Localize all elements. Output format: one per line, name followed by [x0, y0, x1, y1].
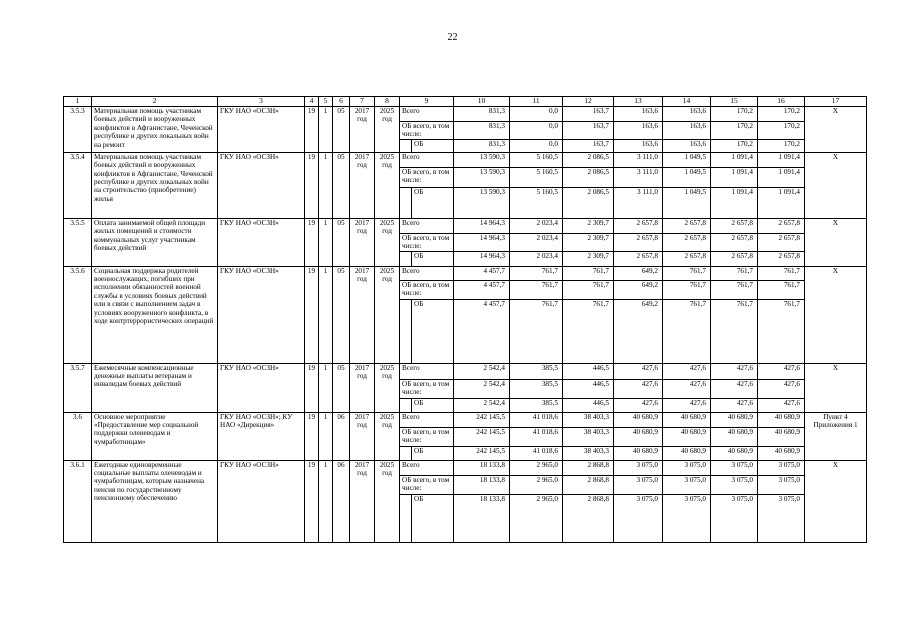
row-executor: ГКУ НАО «ОСЗН» [218, 460, 305, 542]
value-cell: 761,7 [711, 280, 758, 299]
value-cell: 2 023,4 [510, 251, 563, 266]
column-header-4: 4 [305, 97, 319, 107]
value-cell: 40 680,9 [614, 427, 663, 446]
value-cell: 170,2 [758, 122, 805, 140]
value-cell: 18 133,8 [454, 475, 510, 494]
empty-cell [400, 398, 412, 412]
value-cell: 446,5 [563, 398, 614, 412]
row-col-6: 06 [333, 412, 350, 460]
value-cell: 14 964,3 [454, 233, 510, 251]
row-end-year: 2025 год [375, 412, 400, 460]
row-name: Ежегодные единовременные социальные выплаты оленеводам и чумработницам, которым назначена пенсия по государственному пенсионному обеспечению [92, 460, 218, 542]
value-cell: 1 091,4 [711, 167, 758, 187]
header-row [64, 97, 867, 107]
value-cell: 242 145,5 [454, 446, 510, 460]
value-cell: 761,7 [510, 299, 563, 363]
empty-cell [400, 187, 412, 218]
row-note: Пункт 4 Приложения 1 [805, 412, 867, 460]
value-cell: 2 657,8 [614, 233, 663, 251]
column-header-9: 9 [400, 97, 454, 107]
row-col-4: 19 [305, 107, 319, 153]
value-cell: 163,6 [614, 107, 663, 122]
row-executor: ГКУ НАО «ОСЗН» [218, 152, 305, 218]
value-cell: 2 657,8 [614, 251, 663, 266]
value-cell: 385,5 [510, 398, 563, 412]
value-cell: 1 049,5 [663, 187, 711, 218]
value-cell: 761,7 [663, 280, 711, 299]
row-start-year: 2017 год [350, 107, 375, 153]
row-executor: ГКУ НАО «ОСЗН»; КУ НАО «Дирекция» [218, 412, 305, 460]
page-number: 22 [447, 32, 458, 43]
value-cell: 427,6 [663, 363, 711, 379]
value-cell: 18 133,8 [454, 494, 510, 542]
table-row [64, 266, 867, 280]
value-cell: 242 145,5 [454, 427, 510, 446]
value-cell: 427,6 [614, 379, 663, 398]
value-cell: 163,6 [614, 139, 663, 152]
row-start-year: 2017 год [350, 218, 375, 266]
value-cell: 3 075,0 [663, 494, 711, 542]
value-cell: 1 091,4 [758, 167, 805, 187]
column-header-16: 16 [758, 97, 805, 107]
value-cell: 427,6 [614, 363, 663, 379]
value-cell: 2 023,4 [510, 218, 563, 233]
value-cell: 3 075,0 [758, 460, 805, 475]
funding-label: ОБ [412, 139, 454, 152]
row-note: X [805, 266, 867, 363]
value-cell: 163,7 [563, 139, 614, 152]
value-cell: 761,7 [758, 299, 805, 363]
value-cell: 2 657,8 [711, 233, 758, 251]
value-cell: 5 160,5 [510, 187, 563, 218]
value-cell: 2 657,8 [711, 218, 758, 233]
row-note: X [805, 218, 867, 266]
column-header-1: 1 [64, 97, 92, 107]
value-cell: 2 309,7 [563, 233, 614, 251]
row-col-5: 1 [319, 152, 333, 218]
column-header-10: 10 [454, 97, 510, 107]
row-code: 3.5.3 [64, 107, 92, 153]
row-executor: ГКУ НАО «ОСЗН» [218, 266, 305, 363]
value-cell: 2 023,4 [510, 233, 563, 251]
row-name: Материальная помощь участникам боевых действий и вооруженных конфликтов в Афганистане, Чеченской республике и других локальных войн на ремонт [92, 107, 218, 153]
value-cell: 40 680,9 [758, 427, 805, 446]
value-cell: 831,3 [454, 122, 510, 140]
table-row [64, 152, 867, 167]
empty-cell [400, 446, 412, 460]
row-code: 3.5.4 [64, 152, 92, 218]
column-header-5: 5 [319, 97, 333, 107]
row-end-year: 2025 год [375, 107, 400, 153]
value-cell: 4 457,7 [454, 266, 510, 280]
value-cell: 831,3 [454, 107, 510, 122]
value-cell: 5 160,5 [510, 167, 563, 187]
row-end-year: 2025 год [375, 460, 400, 542]
row-name: Ежемесячные компенсационные денежные выплаты ветеранам и инвалидам боевых действий [92, 363, 218, 412]
funding-label: Всего [400, 107, 454, 122]
value-cell: 2 868,8 [563, 460, 614, 475]
value-cell: 1 091,4 [758, 187, 805, 218]
funding-label: ОБ [412, 446, 454, 460]
column-header-7: 7 [350, 97, 375, 107]
value-cell: 2 965,0 [510, 460, 563, 475]
value-cell: 40 680,9 [711, 427, 758, 446]
row-executor: ГКУ НАО «ОСЗН» [218, 107, 305, 153]
value-cell: 40 680,9 [663, 446, 711, 460]
funding-label: ОБ всего, в том числе: [400, 167, 454, 187]
table-row [64, 412, 867, 427]
row-start-year: 2017 год [350, 363, 375, 412]
value-cell: 2 657,8 [758, 251, 805, 266]
row-col-5: 1 [319, 218, 333, 266]
column-header-17: 17 [805, 97, 867, 107]
row-end-year: 2025 год [375, 152, 400, 218]
value-cell: 13 590,3 [454, 152, 510, 167]
column-header-6: 6 [333, 97, 350, 107]
value-cell: 170,2 [758, 107, 805, 122]
value-cell: 242 145,5 [454, 412, 510, 427]
value-cell: 170,2 [711, 107, 758, 122]
value-cell: 0,0 [510, 122, 563, 140]
value-cell: 761,7 [758, 266, 805, 280]
value-cell: 2 086,5 [563, 152, 614, 167]
row-end-year: 2025 год [375, 218, 400, 266]
value-cell: 0,0 [510, 139, 563, 152]
column-header-13: 13 [614, 97, 663, 107]
row-start-year: 2017 год [350, 266, 375, 363]
value-cell: 170,2 [758, 139, 805, 152]
row-code: 3.6.1 [64, 460, 92, 542]
value-cell: 3 075,0 [711, 494, 758, 542]
row-col-4: 19 [305, 152, 319, 218]
empty-cell [400, 139, 412, 152]
funding-label: Всего [400, 412, 454, 427]
value-cell: 163,6 [663, 107, 711, 122]
value-cell: 163,7 [563, 107, 614, 122]
value-cell: 427,6 [711, 398, 758, 412]
value-cell: 2 542,4 [454, 379, 510, 398]
value-cell: 4 457,7 [454, 299, 510, 363]
funding-label: ОБ [412, 251, 454, 266]
value-cell: 163,6 [614, 122, 663, 140]
value-cell: 649,2 [614, 266, 663, 280]
value-cell: 1 049,5 [663, 152, 711, 167]
funding-label: ОБ всего, в том числе: [400, 475, 454, 494]
value-cell: 761,7 [711, 266, 758, 280]
value-cell: 2 657,8 [758, 218, 805, 233]
value-cell: 2 965,0 [510, 494, 563, 542]
value-cell: 761,7 [510, 280, 563, 299]
value-cell: 3 111,0 [614, 167, 663, 187]
value-cell: 2 657,8 [663, 233, 711, 251]
funding-label: Всего [400, 266, 454, 280]
row-name: Оплата занимаемой общей площади жилых помещений и стоимости коммунальных услуг участникам боевых действий [92, 218, 218, 266]
value-cell: 40 680,9 [614, 446, 663, 460]
row-code: 3.5.5 [64, 218, 92, 266]
row-col-5: 1 [319, 363, 333, 412]
row-executor: ГКУ НАО «ОСЗН» [218, 218, 305, 266]
row-col-4: 19 [305, 363, 319, 412]
value-cell: 1 091,4 [711, 187, 758, 218]
value-cell: 2 086,5 [563, 187, 614, 218]
value-cell: 5 160,5 [510, 152, 563, 167]
value-cell: 2 657,8 [663, 218, 711, 233]
row-note: X [805, 107, 867, 153]
value-cell: 761,7 [563, 299, 614, 363]
value-cell: 3 075,0 [663, 460, 711, 475]
row-col-4: 19 [305, 218, 319, 266]
funding-label: ОБ всего, в том числе: [400, 280, 454, 299]
value-cell: 761,7 [711, 299, 758, 363]
row-code: 3.6 [64, 412, 92, 460]
funding-label: ОБ всего, в том числе: [400, 122, 454, 140]
value-cell: 2 309,7 [563, 251, 614, 266]
value-cell: 761,7 [758, 280, 805, 299]
row-name: Основное мероприятие «Предоставление мер социальной поддержки оленеводам и чумработницам» [92, 412, 218, 460]
table-row [64, 218, 867, 233]
value-cell: 446,5 [563, 363, 614, 379]
value-cell: 170,2 [711, 139, 758, 152]
column-header-3: 3 [218, 97, 305, 107]
empty-cell [400, 299, 412, 363]
value-cell: 14 964,3 [454, 251, 510, 266]
value-cell: 2 868,8 [563, 494, 614, 542]
table-row [64, 107, 867, 122]
value-cell: 385,5 [510, 363, 563, 379]
value-cell: 38 403,3 [563, 446, 614, 460]
column-header-11: 11 [510, 97, 563, 107]
value-cell: 2 657,8 [711, 251, 758, 266]
column-header-15: 15 [711, 97, 758, 107]
value-cell: 14 964,3 [454, 218, 510, 233]
value-cell: 761,7 [563, 266, 614, 280]
row-col-6: 05 [333, 107, 350, 153]
row-start-year: 2017 год [350, 152, 375, 218]
value-cell: 41 018,6 [510, 412, 563, 427]
row-col-5: 1 [319, 266, 333, 363]
row-note: X [805, 152, 867, 218]
row-code: 3.5.6 [64, 266, 92, 363]
value-cell: 40 680,9 [758, 446, 805, 460]
funding-label: ОБ [412, 494, 454, 542]
table-row [64, 363, 867, 379]
value-cell: 38 403,3 [563, 412, 614, 427]
funding-label: ОБ [412, 398, 454, 412]
row-col-5: 1 [319, 412, 333, 460]
value-cell: 13 590,3 [454, 167, 510, 187]
row-col-6: 05 [333, 363, 350, 412]
value-cell: 427,6 [711, 363, 758, 379]
value-cell: 2 542,4 [454, 363, 510, 379]
row-col-4: 19 [305, 412, 319, 460]
funding-label: Всего [400, 152, 454, 167]
column-header-2: 2 [92, 97, 218, 107]
value-cell: 385,5 [510, 379, 563, 398]
value-cell: 40 680,9 [758, 412, 805, 427]
value-cell: 2 309,7 [563, 218, 614, 233]
funding-label: ОБ [412, 299, 454, 363]
value-cell: 40 680,9 [663, 412, 711, 427]
value-cell: 761,7 [563, 280, 614, 299]
value-cell: 427,6 [614, 398, 663, 412]
row-col-5: 1 [319, 107, 333, 153]
value-cell: 2 657,8 [758, 233, 805, 251]
value-cell: 2 657,8 [663, 251, 711, 266]
row-col-6: 06 [333, 460, 350, 542]
value-cell: 170,2 [711, 122, 758, 140]
value-cell: 427,6 [663, 379, 711, 398]
value-cell: 2 868,8 [563, 475, 614, 494]
column-header-14: 14 [663, 97, 711, 107]
value-cell: 2 965,0 [510, 475, 563, 494]
value-cell: 4 457,7 [454, 280, 510, 299]
empty-cell [400, 494, 412, 542]
value-cell: 3 075,0 [614, 475, 663, 494]
value-cell: 427,6 [758, 379, 805, 398]
funding-label: Всего [400, 460, 454, 475]
value-cell: 3 075,0 [758, 494, 805, 542]
value-cell: 40 680,9 [711, 446, 758, 460]
value-cell: 1 049,5 [663, 167, 711, 187]
value-cell: 649,2 [614, 299, 663, 363]
value-cell: 38 403,3 [563, 427, 614, 446]
row-start-year: 2017 год [350, 412, 375, 460]
value-cell: 163,6 [663, 139, 711, 152]
value-cell: 3 075,0 [711, 460, 758, 475]
value-cell: 3 075,0 [614, 494, 663, 542]
value-cell: 3 075,0 [758, 475, 805, 494]
value-cell: 427,6 [711, 379, 758, 398]
value-cell: 761,7 [510, 266, 563, 280]
table-row [64, 460, 867, 475]
row-col-6: 05 [333, 152, 350, 218]
value-cell: 427,6 [758, 398, 805, 412]
row-col-4: 19 [305, 460, 319, 542]
value-cell: 761,7 [663, 299, 711, 363]
value-cell: 649,2 [614, 280, 663, 299]
program-table [63, 96, 867, 543]
row-note: X [805, 460, 867, 542]
value-cell: 427,6 [663, 398, 711, 412]
column-header-12: 12 [563, 97, 614, 107]
row-col-4: 19 [305, 266, 319, 363]
row-col-6: 05 [333, 266, 350, 363]
value-cell: 761,7 [663, 266, 711, 280]
value-cell: 163,6 [663, 122, 711, 140]
funding-label: ОБ всего, в том числе: [400, 233, 454, 251]
row-col-6: 05 [333, 218, 350, 266]
funding-label: Всего [400, 218, 454, 233]
row-code: 3.5.7 [64, 363, 92, 412]
row-end-year: 2025 год [375, 266, 400, 363]
value-cell: 40 680,9 [663, 427, 711, 446]
value-cell: 2 657,8 [614, 218, 663, 233]
value-cell: 427,6 [758, 363, 805, 379]
value-cell: 18 133,8 [454, 460, 510, 475]
empty-cell [400, 251, 412, 266]
value-cell: 163,7 [563, 122, 614, 140]
column-header-8: 8 [375, 97, 400, 107]
funding-label: ОБ [412, 187, 454, 218]
value-cell: 40 680,9 [614, 412, 663, 427]
value-cell: 3 075,0 [663, 475, 711, 494]
funding-label: ОБ всего, в том числе: [400, 379, 454, 398]
value-cell: 446,5 [563, 379, 614, 398]
value-cell: 1 091,4 [758, 152, 805, 167]
value-cell: 2 542,4 [454, 398, 510, 412]
value-cell: 13 590,3 [454, 187, 510, 218]
value-cell: 3 075,0 [614, 460, 663, 475]
row-start-year: 2017 год [350, 460, 375, 542]
row-note: X [805, 363, 867, 412]
value-cell: 41 018,6 [510, 427, 563, 446]
value-cell: 1 091,4 [711, 152, 758, 167]
funding-label: ОБ всего, в том числе: [400, 427, 454, 446]
value-cell: 40 680,9 [711, 412, 758, 427]
row-name: Социальная поддержка родителей военнослужащих, погибших при исполнении обязанностей военной службы в условиях боевых действий или в связи с выполнением задач в условиях вооруженного конфликта, в ходе контртеррористических операций [92, 266, 218, 363]
row-col-5: 1 [319, 460, 333, 542]
value-cell: 3 111,0 [614, 152, 663, 167]
value-cell: 3 111,0 [614, 187, 663, 218]
row-end-year: 2025 год [375, 363, 400, 412]
row-name: Материальная помощь участникам боевых действий и вооруженных конфликтов в Афганистане, Чеченской республике и других локальных войн на строительство (приобретение) жилья [92, 152, 218, 218]
value-cell: 3 075,0 [711, 475, 758, 494]
funding-label: Всего [400, 363, 454, 379]
value-cell: 831,3 [454, 139, 510, 152]
value-cell: 0,0 [510, 107, 563, 122]
value-cell: 2 086,5 [563, 167, 614, 187]
row-executor: ГКУ НАО «ОСЗН» [218, 363, 305, 412]
value-cell: 41 018,6 [510, 446, 563, 460]
